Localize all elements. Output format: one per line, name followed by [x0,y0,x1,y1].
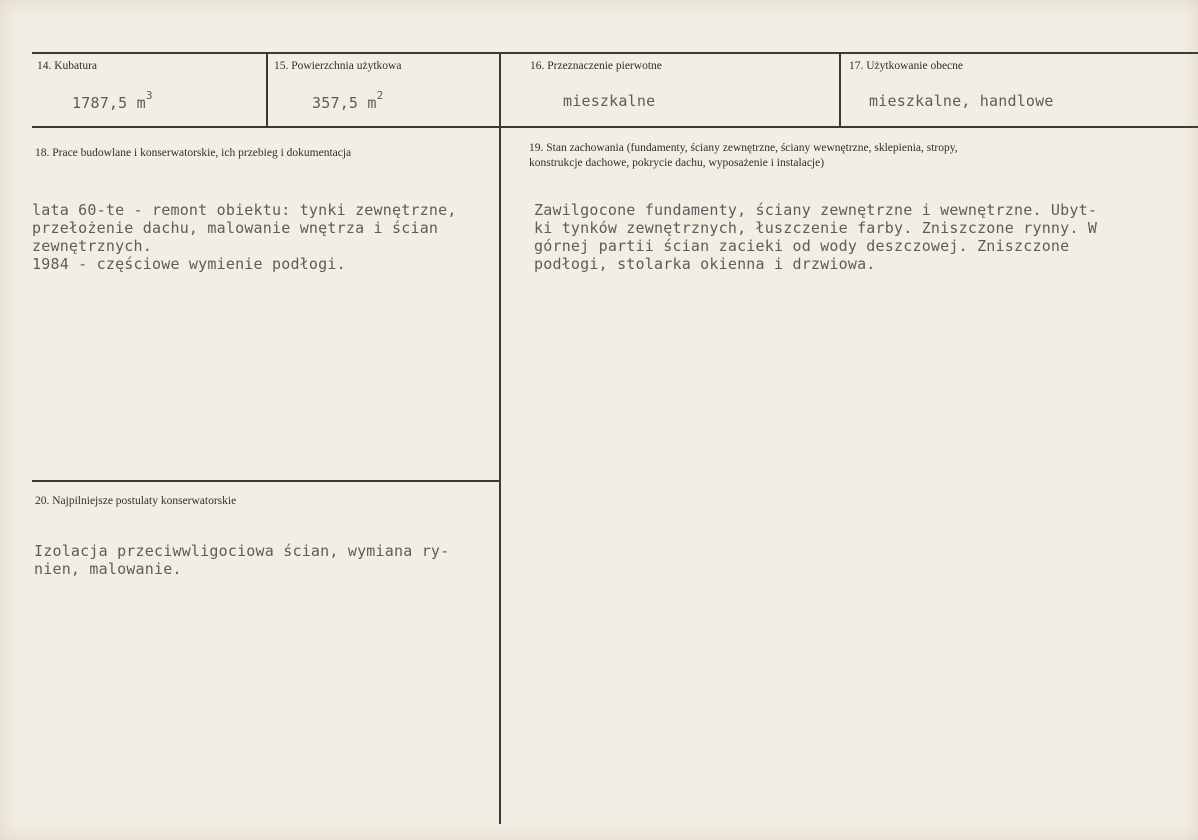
divider-16-17 [839,52,841,126]
divider-main [499,52,501,824]
field-18-line: lata 60-te - remont obiektu: tynki zewnętrzne, [32,201,457,219]
field-14-label: 14. Kubatura [37,60,98,72]
field-18-line: przełożenie dachu, malowanie wnętrza i ścian [32,219,439,237]
field-14-value: 1787,5 $m^3$ [72,89,153,112]
field-20-label: 20. Najpilniejsze postulaty konserwatorskie [35,495,237,507]
field-19-line: podłogi, stolarka okienna i drzwiowa. [534,255,876,273]
field-18-label: 18. Prace budowlane i konserwatorskie, ich przebieg i dokumentacja [35,147,352,159]
field-17-label: 17. Użytkowanie obecne [849,60,964,72]
divider-14-15 [266,52,268,126]
field-19-line: Zawilgocone fundamenty, ściany zewnętrzne i wewnętrzne. Ubyt- [534,201,1098,219]
field-19-line: ki tynków zewnętrznych, łuszczenie farby. Zniszczone rynny. W [534,219,1098,237]
section-rule [32,480,499,482]
field-17-value: mieszkalne, handlowe [869,92,1054,110]
field-15-value: 357,5 $m^2$ [312,89,384,112]
field-20-line: Izolacja przeciwwligociowa ścian, wymiana ry- [34,542,450,560]
field-16-label: 16. Przeznaczenie pierwotne [530,60,662,72]
row-rule [32,126,1198,128]
field-16-value: mieszkalne [563,92,656,110]
field-18-line: zewnętrznych. [32,237,152,255]
field-19-label-line2: konstrukcje dachowe, pokrycie dachu, wyposażenie i instalacje) [529,157,825,169]
field-20-line: nien, malowanie. [34,560,182,578]
field-18-line: 1984 - częściowe wymienie podłogi. [32,255,346,273]
top-rule [32,52,1198,54]
field-14-unit-exponent: 3 [145,89,153,102]
field-19-label-line1: 19. Stan zachowania (fundamenty, ściany zewnętrzne, ściany wewnętrzne, sklepienia, stropy, [529,142,958,154]
field-15-label: 15. Powierzchnia użytkowa [274,60,402,72]
field-19-line: górnej partii ścian zacieki od wody deszczowej. Zniszczone [534,237,1070,255]
field-15-unit-exponent: 2 [376,89,384,102]
